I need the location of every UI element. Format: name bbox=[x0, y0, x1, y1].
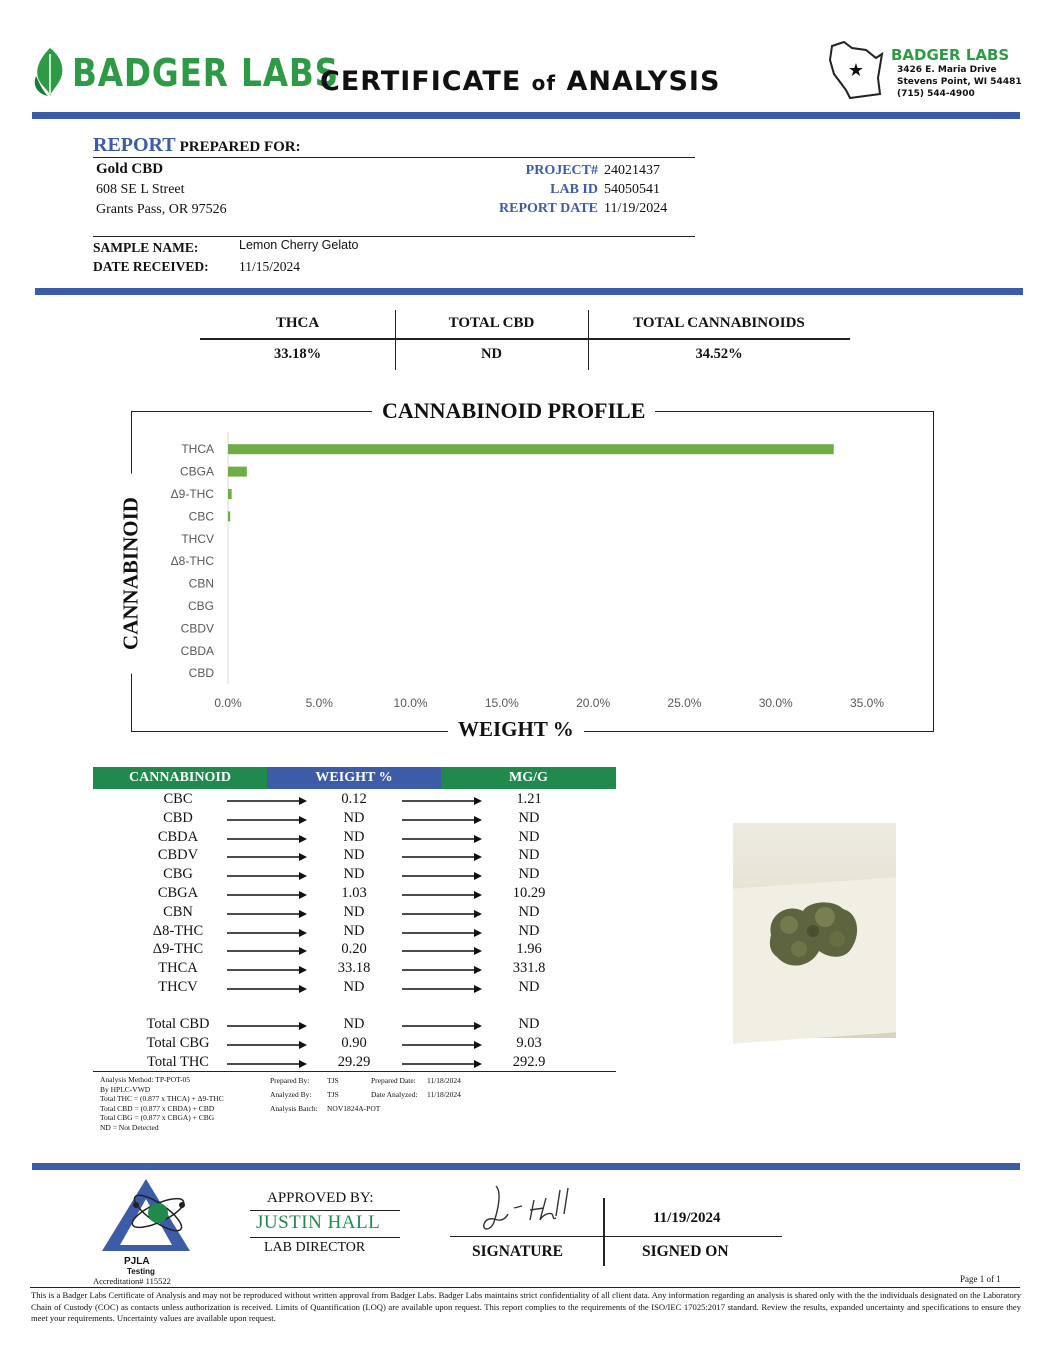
chart-bar bbox=[228, 511, 230, 521]
results-header-cannabinoid: CANNABINOID bbox=[93, 767, 267, 789]
arrow-icon bbox=[402, 852, 482, 862]
chart-category-label: CBDV bbox=[180, 621, 214, 636]
arrow-icon bbox=[402, 928, 482, 938]
approved-by-label: APPROVED BY: bbox=[267, 1190, 374, 1206]
arrow-icon bbox=[227, 1040, 307, 1050]
chart-category-label: CBDA bbox=[180, 643, 214, 658]
pjla-logo-icon bbox=[96, 1175, 196, 1255]
approver-title: LAB DIRECTOR bbox=[264, 1240, 366, 1255]
chart-category-label: CBG bbox=[187, 599, 214, 613]
svg-text:★: ★ bbox=[847, 60, 865, 81]
signed-date: 11/19/2024 bbox=[653, 1210, 721, 1226]
mg-value: 1.21 bbox=[516, 791, 542, 807]
batch-value: NOV1824A-POT bbox=[327, 1104, 381, 1113]
method-note-line: Total THC = (0.877 x THCA) + Δ9-THC bbox=[100, 1094, 224, 1103]
report-prepared-for bbox=[93, 134, 301, 157]
arrow-icon bbox=[227, 984, 307, 994]
cannabinoid-name: CBG bbox=[163, 866, 193, 883]
mg-value: 9.03 bbox=[516, 1034, 542, 1051]
approver-name: JUSTIN HALL bbox=[256, 1212, 381, 1233]
chart-bar bbox=[228, 444, 834, 454]
footer-divider bbox=[32, 1163, 1020, 1170]
mg-value: ND bbox=[518, 809, 540, 826]
cannabinoid-name: Δ8-THC bbox=[152, 922, 204, 939]
chart-category-label: CBGA bbox=[179, 464, 214, 479]
weight-value: ND bbox=[343, 809, 365, 826]
pjla-testing: Testing bbox=[127, 1267, 155, 1276]
analyzed-date-label: Date Analyzed: bbox=[371, 1090, 418, 1099]
cannabinoid-name: Δ9-THC bbox=[152, 941, 204, 958]
date-received-value: 11/15/2024 bbox=[239, 259, 301, 274]
project-info bbox=[430, 161, 700, 218]
signature-label: SIGNATURE bbox=[472, 1243, 564, 1260]
results-header-weight: WEIGHT % bbox=[267, 767, 441, 789]
title-certificate: CERTIFICATE bbox=[320, 66, 522, 97]
cannabinoid-name: CBGA bbox=[157, 885, 199, 901]
arrow-icon bbox=[402, 1040, 482, 1050]
client-name: Gold CBD bbox=[96, 161, 164, 177]
cannabinoid-name: CBD bbox=[163, 809, 193, 826]
client-rule bbox=[93, 157, 695, 158]
weight-value: ND bbox=[343, 922, 365, 939]
cannabinoid-name: Total CBG bbox=[146, 1034, 210, 1051]
sample-photo bbox=[733, 823, 896, 1038]
weight-value: ND bbox=[343, 828, 365, 845]
batch-label: Analysis Batch: bbox=[270, 1104, 318, 1113]
signature-divider bbox=[603, 1198, 605, 1266]
chart-title: CANNABINOID PROFILE bbox=[372, 398, 655, 424]
summary-header-total-cbd: TOTAL CBD bbox=[448, 315, 535, 331]
results-header-mg: MG/G bbox=[441, 767, 616, 789]
analyzed-date-value: 11/18/2024 bbox=[427, 1090, 461, 1099]
arrow-icon bbox=[227, 871, 307, 881]
chart-x-tick-label: 10.0% bbox=[393, 696, 428, 710]
mg-value: ND bbox=[518, 979, 540, 995]
cannabinoid-name: Total THC bbox=[147, 1053, 209, 1070]
chart-bar bbox=[228, 489, 232, 499]
page-title bbox=[320, 66, 720, 97]
arrow-icon bbox=[402, 946, 482, 956]
summary-divider-2 bbox=[588, 310, 589, 370]
chart-category-label: Δ8-THC bbox=[170, 554, 214, 569]
mg-value: ND bbox=[518, 1016, 540, 1032]
summary-table bbox=[200, 310, 850, 370]
arrow-icon bbox=[402, 1059, 482, 1069]
lab-id-value: 54050541 bbox=[604, 182, 660, 197]
summary-value-total-cbd: ND bbox=[481, 346, 502, 362]
chart-ylabel-text: CANNABINOID bbox=[119, 474, 144, 674]
pjla-name: PJLA bbox=[124, 1256, 150, 1267]
arrow-icon bbox=[402, 815, 482, 825]
cannabinoid-bar-chart bbox=[140, 432, 920, 722]
arrow-icon bbox=[227, 965, 307, 975]
mg-value: ND bbox=[518, 828, 540, 845]
signature-rule bbox=[450, 1236, 782, 1237]
sample-name-label: SAMPLE NAME: bbox=[93, 240, 199, 255]
weight-value: 0.20 bbox=[341, 941, 367, 958]
arrow-icon bbox=[402, 984, 482, 994]
summary-divider-1 bbox=[395, 310, 396, 370]
prepared-by-label: Prepared By: bbox=[270, 1076, 310, 1085]
chart-category-label: THCV bbox=[181, 531, 214, 546]
title-of: of bbox=[531, 71, 557, 95]
summary-header-total-cannabinoids: TOTAL CANNABINOIDS bbox=[633, 315, 805, 331]
cannabinoid-name: CBC bbox=[163, 791, 193, 807]
mg-value: 10.29 bbox=[512, 885, 546, 901]
weight-value: 0.90 bbox=[341, 1034, 367, 1051]
header-divider bbox=[32, 112, 1020, 119]
chart-category-label: CBD bbox=[188, 666, 214, 681]
mg-value: ND bbox=[518, 922, 540, 939]
arrow-icon bbox=[402, 796, 482, 806]
cannabinoid-name: CBDA bbox=[157, 828, 199, 845]
lab-address2: Stevens Point, WI 54481 bbox=[897, 77, 1022, 87]
cannabinoid-name: THCV bbox=[158, 979, 198, 995]
title-analysis: ANALYSIS bbox=[566, 66, 721, 97]
arrow-icon bbox=[227, 834, 307, 844]
summary-value-thca: 33.18% bbox=[273, 346, 322, 362]
cannabinoid-name: THCA bbox=[158, 960, 198, 977]
summary-value-total-cannabinoids: 34.52% bbox=[695, 346, 743, 362]
arrow-icon bbox=[227, 852, 307, 862]
cannabinoid-name: CBDV bbox=[157, 847, 199, 864]
weight-value: ND bbox=[343, 847, 365, 864]
chart-category-label: THCA bbox=[181, 442, 214, 457]
arrow-icon bbox=[227, 909, 307, 919]
signature-image bbox=[478, 1180, 588, 1236]
method-notes bbox=[100, 1075, 270, 1132]
signed-on-label: SIGNED ON bbox=[642, 1243, 729, 1260]
mg-value: ND bbox=[518, 866, 540, 883]
leaf-logo-icon bbox=[30, 46, 70, 98]
client-address1: 608 SE L Street bbox=[96, 182, 185, 197]
prepared-for-label: PREPARED FOR: bbox=[179, 139, 301, 155]
method-note-line: ND = Not Detected bbox=[100, 1122, 159, 1132]
chart-xlabel: WEIGHT % bbox=[448, 717, 584, 742]
report-label: REPORT bbox=[93, 134, 176, 156]
mg-value: ND bbox=[518, 903, 540, 920]
method-note-line: Total CBG = (0.877 x CBGA) + CBG bbox=[100, 1113, 215, 1122]
weight-value: ND bbox=[343, 903, 365, 920]
arrow-icon bbox=[402, 965, 482, 975]
chart-bar bbox=[228, 467, 247, 477]
arrow-icon bbox=[402, 871, 482, 881]
chart-x-tick-label: 30.0% bbox=[758, 696, 793, 710]
sample-rule bbox=[93, 236, 695, 237]
arrow-icon bbox=[227, 1021, 307, 1031]
disclaimer-text: This is a Badger Labs Certificate of Analysis and may not be reproduced without written approval from Badger Labs. Badger Labs maintains strict confidentiality of all client data. Any information regarding an analysis is shared only with the the individuals designated on the Laboratory Chain of Custody (COC) as contacts unless authorization is received. Limits of Quantification (LOQ) are available upon request. This report complies to the requirements of the ISO/IEC 17025:2017 standard. Review the results, expanded uncertainty and specifications to ensure they meet your requirements. Uncertainty values are available upon request. bbox=[31, 1290, 1021, 1323]
logo-text: BADGER LABS bbox=[72, 51, 340, 95]
accreditation-number: Accreditation# 115522 bbox=[93, 1276, 171, 1286]
arrow-icon bbox=[227, 890, 307, 900]
sample-bud-image bbox=[763, 895, 863, 975]
report-date-label: REPORT DATE bbox=[499, 201, 598, 216]
analyzed-by-value: TJS bbox=[327, 1090, 339, 1099]
cannabinoid-name: CBN bbox=[163, 903, 193, 920]
weight-value: 0.12 bbox=[341, 791, 367, 807]
mg-value: 1.96 bbox=[516, 941, 542, 958]
lab-address1: 3426 E. Maria Drive bbox=[897, 65, 997, 75]
chart-x-tick-label: 0.0% bbox=[214, 696, 242, 710]
lab-id-label: LAB ID bbox=[550, 182, 598, 197]
chart-x-tick-label: 20.0% bbox=[576, 696, 611, 710]
chart-x-tick-label: 5.0% bbox=[305, 696, 333, 710]
arrow-icon bbox=[227, 946, 307, 956]
lab-phone: (715) 544-4900 bbox=[897, 89, 975, 99]
arrow-icon bbox=[227, 928, 307, 938]
prepared-by-value: TJS bbox=[327, 1076, 339, 1085]
logo bbox=[30, 44, 340, 100]
prepared-date-label: Prepared Date: bbox=[371, 1076, 416, 1085]
chart-x-tick-label: 15.0% bbox=[484, 696, 519, 710]
prepared-date-value: 11/18/2024 bbox=[427, 1076, 461, 1085]
arrow-icon bbox=[402, 909, 482, 919]
cannabinoid-name: Total CBD bbox=[146, 1016, 210, 1032]
wisconsin-map-icon bbox=[826, 38, 890, 104]
arrow-icon bbox=[227, 796, 307, 806]
approver-rule bbox=[250, 1237, 400, 1238]
chart-category-label: CBC bbox=[188, 509, 214, 524]
mg-value: 292.9 bbox=[512, 1053, 546, 1070]
results-body bbox=[93, 790, 616, 1070]
approved-by-rule bbox=[250, 1210, 400, 1211]
analyzed-by-label: Analyzed By: bbox=[270, 1090, 312, 1099]
chart-category-label: CBN bbox=[188, 576, 214, 591]
project-label: PROJECT# bbox=[525, 163, 598, 178]
mg-value: 331.8 bbox=[512, 960, 546, 977]
weight-value: 1.03 bbox=[341, 885, 367, 901]
weight-value: 29.29 bbox=[337, 1053, 371, 1070]
weight-value: ND bbox=[343, 866, 365, 883]
weight-value: 33.18 bbox=[337, 960, 371, 977]
lab-name: BADGER LABS bbox=[891, 46, 1010, 64]
chart-x-tick-label: 35.0% bbox=[849, 696, 885, 710]
section-divider bbox=[35, 288, 1023, 295]
arrow-icon bbox=[402, 890, 482, 900]
client-address2: Grants Pass, OR 97526 bbox=[96, 202, 227, 217]
summary-rule bbox=[200, 338, 850, 340]
method-note-line: Analysis Method: TP-POT-05 bbox=[100, 1075, 191, 1084]
chart-category-label: Δ9-THC bbox=[170, 487, 214, 501]
arrow-icon bbox=[227, 815, 307, 825]
report-date-value: 11/19/2024 bbox=[604, 201, 668, 216]
arrow-icon bbox=[227, 1059, 307, 1069]
weight-value: ND bbox=[343, 1016, 365, 1032]
project-value: 24021437 bbox=[604, 163, 660, 178]
sample-name-value: Lemon Cherry Gelato bbox=[239, 238, 359, 252]
results-bottom-rule bbox=[93, 1071, 616, 1072]
lab-contact bbox=[891, 46, 1022, 100]
date-received-label: DATE RECEIVED: bbox=[93, 259, 209, 274]
chart-x-tick-label: 25.0% bbox=[667, 696, 702, 710]
arrow-icon bbox=[402, 1021, 482, 1031]
method-note-line: Total CBD = (0.877 x CBDA) + CBD bbox=[100, 1103, 215, 1113]
weight-value: ND bbox=[343, 979, 365, 995]
mg-value: ND bbox=[518, 847, 540, 864]
summary-header-thca: THCA bbox=[275, 315, 320, 331]
arrow-icon bbox=[402, 834, 482, 844]
method-note-line: By HPLC-VWD bbox=[100, 1084, 151, 1094]
page-number: Page 1 of 1 bbox=[960, 1274, 1001, 1284]
disclaimer-rule bbox=[30, 1287, 1020, 1288]
